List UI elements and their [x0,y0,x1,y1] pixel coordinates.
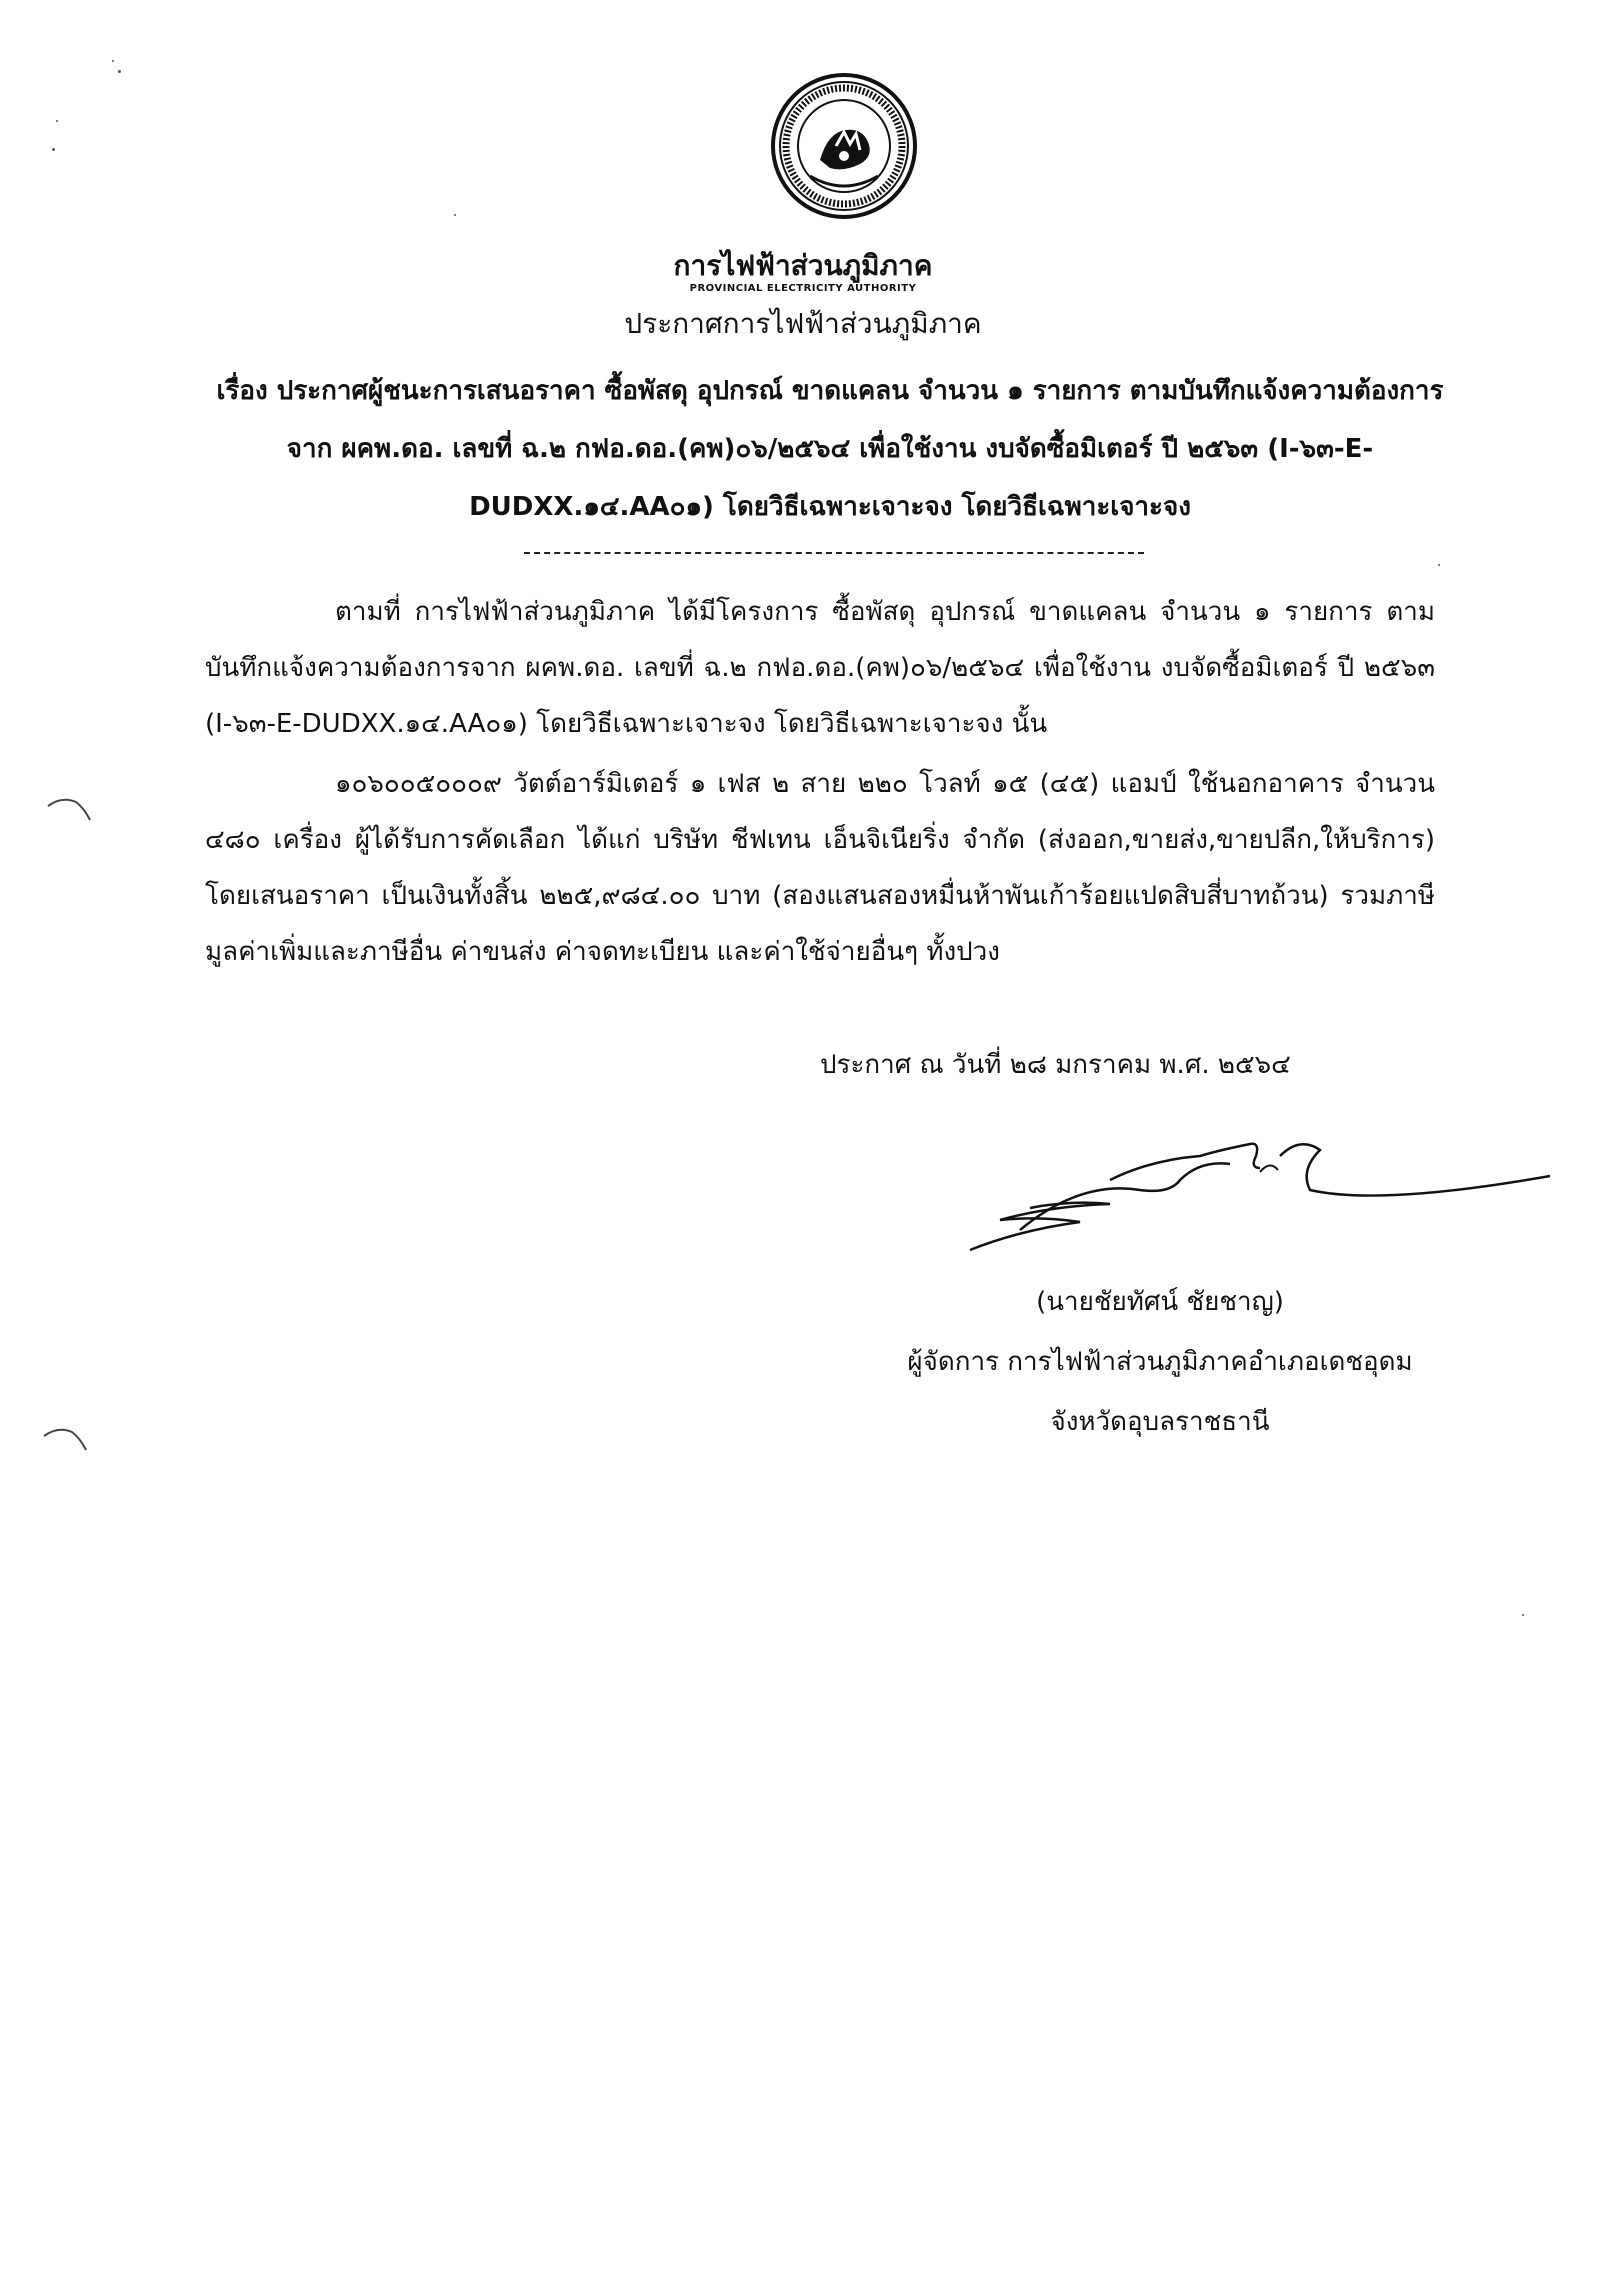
signer-province: จังหวัดอุบลราชธานี [1050,1407,1270,1437]
signer-position: ผู้จัดการ การไฟฟ้าส่วนภูมิภาคอำเภอเดชอุดม [907,1347,1413,1377]
org-name-english: PROVINCIAL ELECTRICITY AUTHORITY [689,283,917,294]
scan-speck [112,60,114,62]
scan-speck [1522,1614,1524,1616]
scan-speck [52,148,55,151]
scan-speck [56,120,58,122]
divider-rule [524,552,1144,554]
announcement-subject [190,362,1470,536]
scan-mark-icon [44,790,94,830]
pea-seal-icon [770,72,918,220]
signer-block [860,1272,1460,1452]
scan-speck [1438,564,1440,566]
handwritten-signature-icon [960,1120,1560,1260]
signer-name: (นายชัยทัศน์ ชัยชาญ) [1036,1287,1284,1317]
subject-line-3: DUDXX.๑๔.AA๐๑) โดยวิธีเฉพาะเจาะจง โดยวิธีเฉพาะเจาะจง [469,492,1191,522]
scan-speck [454,214,456,216]
subject-line-1: เรื่อง ประกาศผู้ชนะการเสนอราคา ซื้อพัสดุ อุปกรณ์ ขาดแคลน จำนวน ๑ รายการ ตามบันทึกแจ้งความต้องการ [216,376,1444,406]
announcement-date: ประกาศ ณ วันที่ ๒๘ มกราคม พ.ศ. ๒๕๖๔ [820,1050,1291,1080]
scan-mark-icon [40,1420,90,1460]
org-name-thai: การไฟฟ้าส่วนภูมิภาค [673,249,933,282]
announcement-heading: ประกาศการไฟฟ้าส่วนภูมิภาค [624,307,982,340]
body-paragraph-1: ตามที่ การไฟฟ้าส่วนภูมิภาค ได้มีโครงการ ซื้อพัสดุ อุปกรณ์ ขาดแคลน จำนวน ๑ รายการ ตามบันทึกแจ้งความต้องการจาก ผคพ.ดอ. เลขที่ ฉ.๒ กฟอ.ดอ.(คพ)๐๖/๒๕๖๔ เพื่อใช้งาน งบจัดซื้อมิเตอร์ ปี ๒๕๖๓ (I-๖๓-E-DUDXX.๑๔.AA๐๑) โดยวิธีเฉพาะเจาะจง โดยวิธีเฉพาะเจาะจง นั้น [205,597,1435,739]
body-paragraph-2: ๑๐๖๐๐๕๐๐๐๙ วัตต์อาร์มิเตอร์ ๑ เฟส ๒ สาย ๒๒๐ โวลท์ ๑๕ (๔๕) แอมป์ ใช้นอกอาคาร จำนวน ๔๘๐ เครื่อง ผู้ได้รับการคัดเลือก ได้แก่ บริษัท ชีฟเทน เอ็นจิเนียริ่ง จำกัด (ส่งออก,ขายส่ง,ขายปลีก,ให้บริการ) โดยเสนอราคา เป็นเงินทั้งสิ้น ๒๒๕,๙๘๔.๐๐ บาท (สองแสนสองหมื่นห้าพันเก้าร้อยแปดสิบสี่บาทถ้วน) รวมภาษีมูลค่าเพิ่มและภาษีอื่น ค่าขนส่ง ค่าจดทะเบียน และค่าใช้จ่ายอื่นๆ ทั้งปวง [205,769,1435,967]
scan-speck [118,70,121,73]
subject-line-2: จาก ผคพ.ดอ. เลขที่ ฉ.๒ กฟอ.ดอ.(คพ)๐๖/๒๕๖๔ เพื่อใช้งาน งบจัดซื้อมิเตอร์ ปี ๒๕๖๓ (I-๖๓-E- [286,434,1374,464]
